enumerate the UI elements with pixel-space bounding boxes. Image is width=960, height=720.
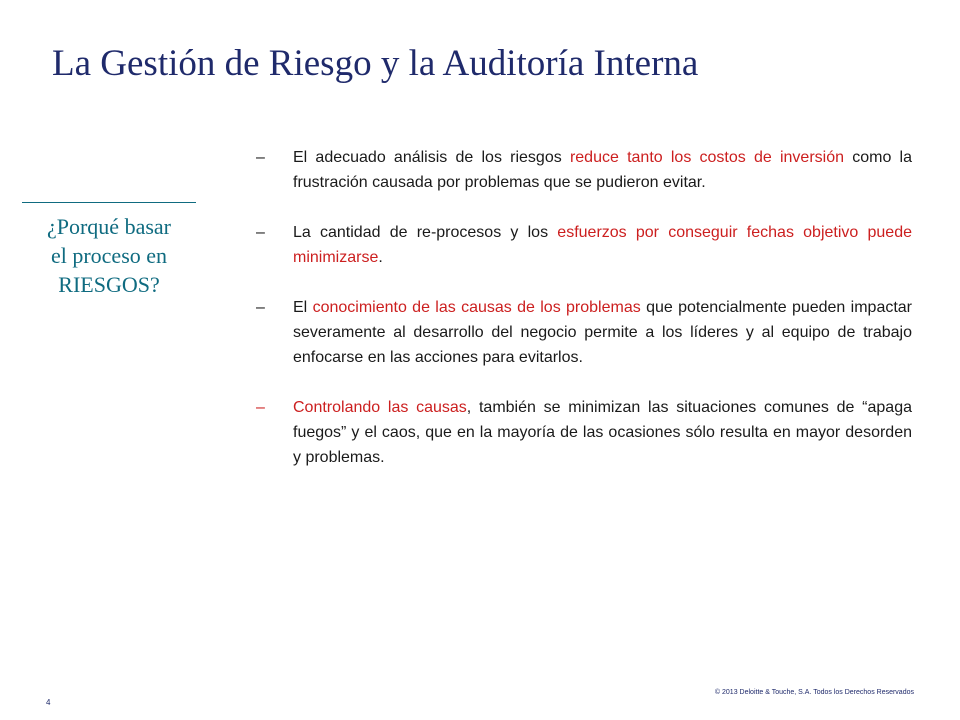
bullet-text: El adecuado análisis de los riesgos <box>293 149 570 166</box>
sidebar-divider <box>22 202 196 203</box>
bullet-text: . <box>378 249 383 266</box>
bullet-item <box>256 220 912 270</box>
bullet-highlight-text: Controlando las causas <box>293 399 467 416</box>
bullet-item <box>256 295 912 370</box>
sidebar-question-line: ¿Porqué basar <box>46 214 171 239</box>
bullet-dash-marker: – <box>256 299 265 316</box>
page-number: 4 <box>46 698 51 707</box>
bullet-list <box>256 145 912 495</box>
bullet-item <box>256 145 912 195</box>
sidebar-question-line: RIESGOS? <box>58 272 160 297</box>
bullet-highlight-text: reduce tanto los costos de inversión <box>569 149 845 166</box>
sidebar-question <box>14 212 204 299</box>
bullet-text: que potencialmente pueden impactar severamente al desarrollo del negocio permite a los líderes y al equipo de trabajo enfocarse en las acciones para evitarlos. <box>293 299 913 366</box>
bullet-dash-marker: – <box>256 149 265 166</box>
bullet-text: como la frustración causada por problemas que se pudieron evitar. <box>293 149 913 191</box>
copyright-notice: © 2013 Deloitte & Touche, S.A. Todos los Derechos Reservados <box>714 689 914 696</box>
bullet-highlight-text: esfuerzos por conseguir fechas objetivo puede minimizarse <box>293 224 913 266</box>
slide-title: La Gestión de Riesgo y la Auditoría Interna <box>52 43 699 84</box>
bullet-text: , también se minimizan las situaciones comunes de “apaga fuegos” y el caos, que en la mayoría de las ocasiones sólo resulta en mayor desorden y problemas. <box>293 399 912 466</box>
bullet-text: La cantidad de re-procesos y los <box>293 224 558 241</box>
bullet-item <box>256 395 912 470</box>
bullet-text: El <box>293 299 313 316</box>
sidebar-question-line: el proceso en <box>50 243 168 268</box>
bullet-dash-marker: – <box>256 399 265 416</box>
bullet-dash-marker: – <box>256 224 265 241</box>
bullet-highlight-text: conocimiento de las causas de los problemas <box>312 299 641 316</box>
